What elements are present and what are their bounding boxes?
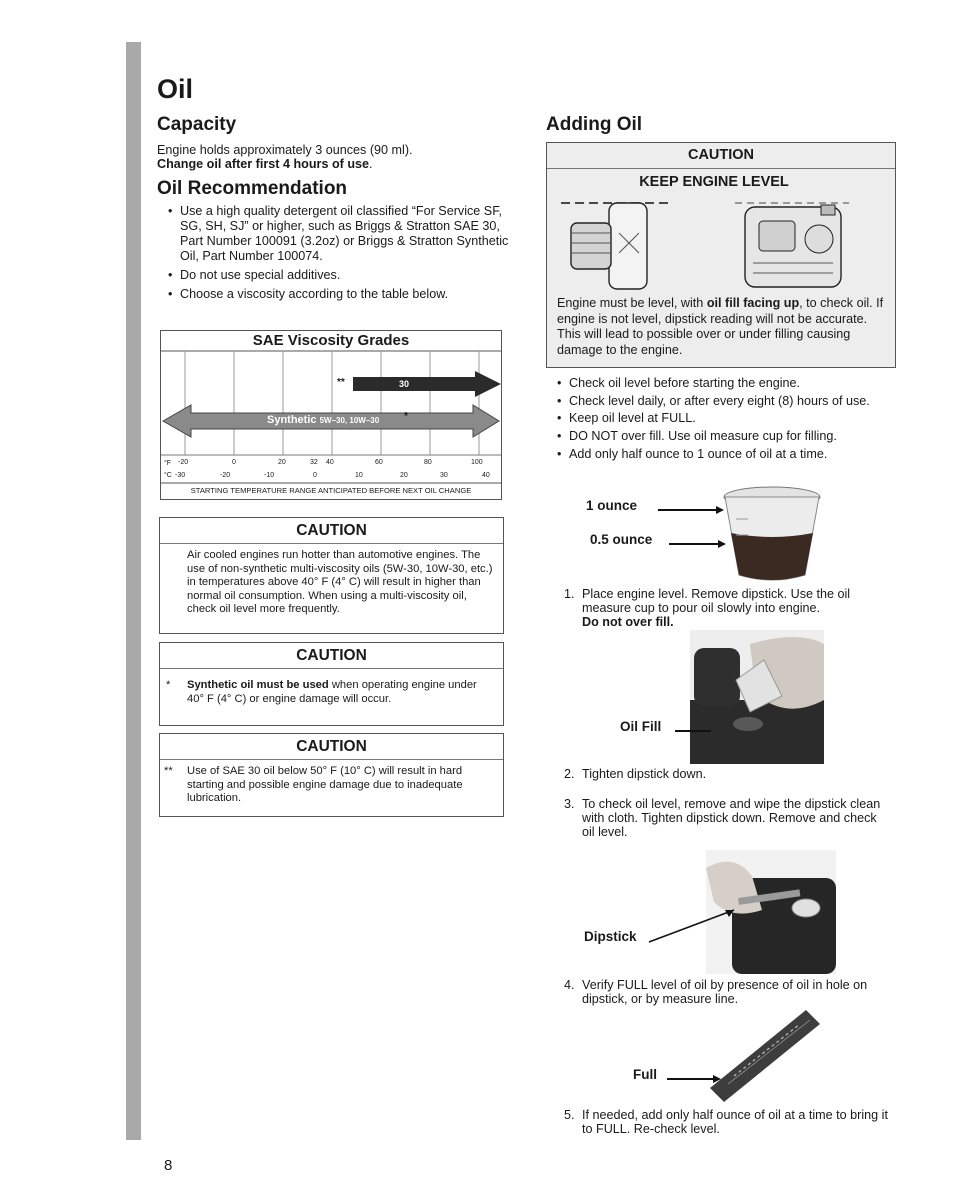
f-tick: 100 (471, 459, 483, 466)
cup-pointer-line (658, 509, 718, 511)
adding-oil-item: • DO NOT over fill. Use oil measure cup for filling. (557, 429, 889, 444)
caution-heading: CAUTION (160, 734, 503, 760)
sae-viscosity-chart (160, 330, 502, 500)
viscosity-chart-title: SAE Viscosity Grades (252, 332, 410, 349)
step-text: Tighten dipstick down. (582, 767, 707, 781)
caution-heading: CAUTION (160, 643, 503, 669)
caution-text: Use of SAE 30 oil below 50° F (10° C) will result in hard starting and possible engine damage due to inadequate lubrication. (187, 765, 463, 805)
dipstick-full-photo (706, 1010, 822, 1102)
step-2 (564, 767, 890, 781)
caution-box-multiviscosity (159, 517, 504, 634)
synthetic-label-text: Synthetic (267, 414, 317, 426)
synthetic-marker: * (404, 411, 408, 422)
c-tick: 30 (440, 472, 448, 479)
f-tick: -20 (178, 459, 189, 466)
caution-box-sae30 (159, 733, 504, 817)
caution-text: Air cooled engines run hotter than automotive engines. The use of non-synthetic multi-viscosity oils (5W-30, 10W-30, etc.) in temperatures above 40° F (4° C) will result in higher than normal oil consumption. When using a multi-viscosity oil, check oil level more frequently. (187, 549, 493, 616)
c-tick: 0 (313, 472, 317, 479)
adding-oil-item: • Check oil level before starting the engine. (557, 376, 889, 391)
adding-oil-item: • Keep oil level at FULL. (557, 411, 889, 426)
step-3 (564, 797, 890, 839)
c-tick: -10 (264, 472, 275, 479)
cup-pointer-line (669, 543, 720, 545)
keep-level-text-bold: oil fill facing up (706, 296, 800, 310)
oil-fill-photo (690, 630, 824, 764)
adding-oil-item: • Check level daily, or after every eight (8) hours of use. (557, 394, 889, 408)
synthetic-label (267, 414, 379, 426)
step-text: If needed, add only half ounce of oil at a time to bring it to FULL. Re-check level. (582, 1108, 888, 1136)
step-number: 1. (564, 587, 575, 601)
recommendation-item: • Use a high quality detergent oil classified “For Service SF, SG, SH, SJ” or higher, such as Briggs & Stratton SAE 30, Part Number 100091 (3.2oz) or Briggs & Stratton Synthetic Oil, Part Number 100074. (168, 204, 510, 264)
dipstick-pointer-line (648, 904, 742, 948)
capacity-text (157, 143, 497, 171)
capacity-line-2-bold: Change oil after first 4 hours of use (157, 157, 370, 171)
adding-oil-list (557, 376, 889, 466)
oil-recommendation-heading: Oil Recommendation (157, 178, 348, 199)
cup-label-half-ounce: 0.5 ounce (590, 532, 653, 547)
caution-text (187, 679, 492, 706)
sae30-marker: ** (337, 377, 345, 388)
full-pointer-arrow-icon (713, 1075, 721, 1083)
adding-oil-item: • Add only half ounce to 1 ounce of oil at a time. (557, 447, 889, 462)
fahrenheit-unit: °F (164, 460, 172, 467)
step-number: 2. (564, 767, 575, 781)
step-number: 5. (564, 1108, 575, 1122)
f-tick: 0 (232, 459, 236, 466)
caution-marker: * (166, 679, 171, 691)
recommendation-item: • Choose a viscosity according to the table below. (168, 287, 510, 302)
caution-box-synthetic (159, 642, 504, 726)
page-number: 8 (164, 1157, 173, 1174)
caution-marker: ** (164, 765, 173, 777)
keep-level-subheading: KEEP ENGINE LEVEL (639, 174, 789, 190)
caution-text-rest: when operating engine under 40° F (4° C) or engine damage will occur. (187, 679, 477, 705)
c-tick: 20 (400, 472, 408, 479)
step-5 (564, 1108, 890, 1136)
keep-level-text (557, 296, 887, 358)
full-pointer-line (667, 1078, 715, 1080)
cup-pointer-arrow-icon (718, 540, 726, 548)
capacity-heading: Capacity (157, 114, 237, 135)
engine-side-view (561, 203, 673, 289)
step-number: 4. (564, 978, 575, 992)
page-sidebar-bar (126, 42, 141, 1140)
capacity-line-2 (157, 157, 497, 171)
capacity-line-2-end: . (369, 157, 373, 171)
step-text: To check oil level, remove and wipe the dipstick clean with cloth. Tighten dipstick down. Remove and check oil level. (582, 797, 881, 839)
sae30-range-arrow (353, 371, 501, 397)
f-tick: 40 (326, 459, 334, 466)
step-4 (564, 978, 890, 1006)
caution-box-keep-level (546, 142, 896, 368)
cup-pointer-arrow-icon (716, 506, 724, 514)
keep-level-text-start: Engine must be level, with (557, 296, 707, 310)
celsius-unit: °C (164, 472, 172, 479)
engine-level-illustration (557, 193, 887, 295)
oil-fill-label: Oil Fill (620, 719, 662, 734)
f-tick: 60 (375, 459, 383, 466)
step-number: 3. (564, 797, 575, 811)
sae30-label: 30 (399, 379, 410, 389)
step-1 (564, 587, 890, 629)
adding-oil-heading: Adding Oil (546, 114, 643, 135)
keep-level-text-end: , to check oil. If engine is not level, dipstick reading will not be accurate. This will lead to possible over or under filling causing damage to the engine. (557, 296, 884, 357)
chart-grid (185, 351, 479, 455)
f-tick: 32 (310, 459, 318, 466)
synthetic-grades: 5W–30, 10W–30 (319, 416, 380, 425)
engine-front-view (735, 203, 849, 287)
caution-heading: CAUTION (547, 143, 895, 169)
c-tick: -30 (175, 472, 186, 479)
step-text: Place engine level. Remove dipstick. Use the oil measure cup to pour oil slowly into engine. (582, 587, 851, 615)
c-tick: 10 (355, 472, 363, 479)
c-tick: -20 (220, 472, 231, 479)
f-tick: 20 (278, 459, 286, 466)
step-text-bold: Do not over fill. (582, 615, 674, 629)
caution-heading: CAUTION (160, 518, 503, 544)
f-tick: 80 (424, 459, 432, 466)
capacity-line-1: Engine holds approximately 3 ounces (90 ml). (157, 143, 413, 157)
c-tick: 40 (482, 472, 490, 479)
oil-fill-pointer-line (675, 730, 711, 732)
oil-recommendation-list (168, 204, 510, 306)
measure-cup-photo (722, 485, 822, 583)
step-text: Verify FULL level of oil by presence of oil in hole on dipstick, or by measure line. (582, 978, 868, 1006)
page-title: Oil (157, 74, 194, 104)
cup-label-1-ounce: 1 ounce (586, 498, 638, 513)
chart-footer: STARTING TEMPERATURE RANGE ANTICIPATED BEFORE NEXT OIL CHANGE (190, 486, 472, 495)
recommendation-item: • Do not use special additives. (168, 268, 510, 283)
dipstick-label: Dipstick (584, 929, 637, 944)
caution-text-bold: Synthetic oil must be used (187, 679, 329, 691)
full-label: Full (633, 1067, 657, 1082)
